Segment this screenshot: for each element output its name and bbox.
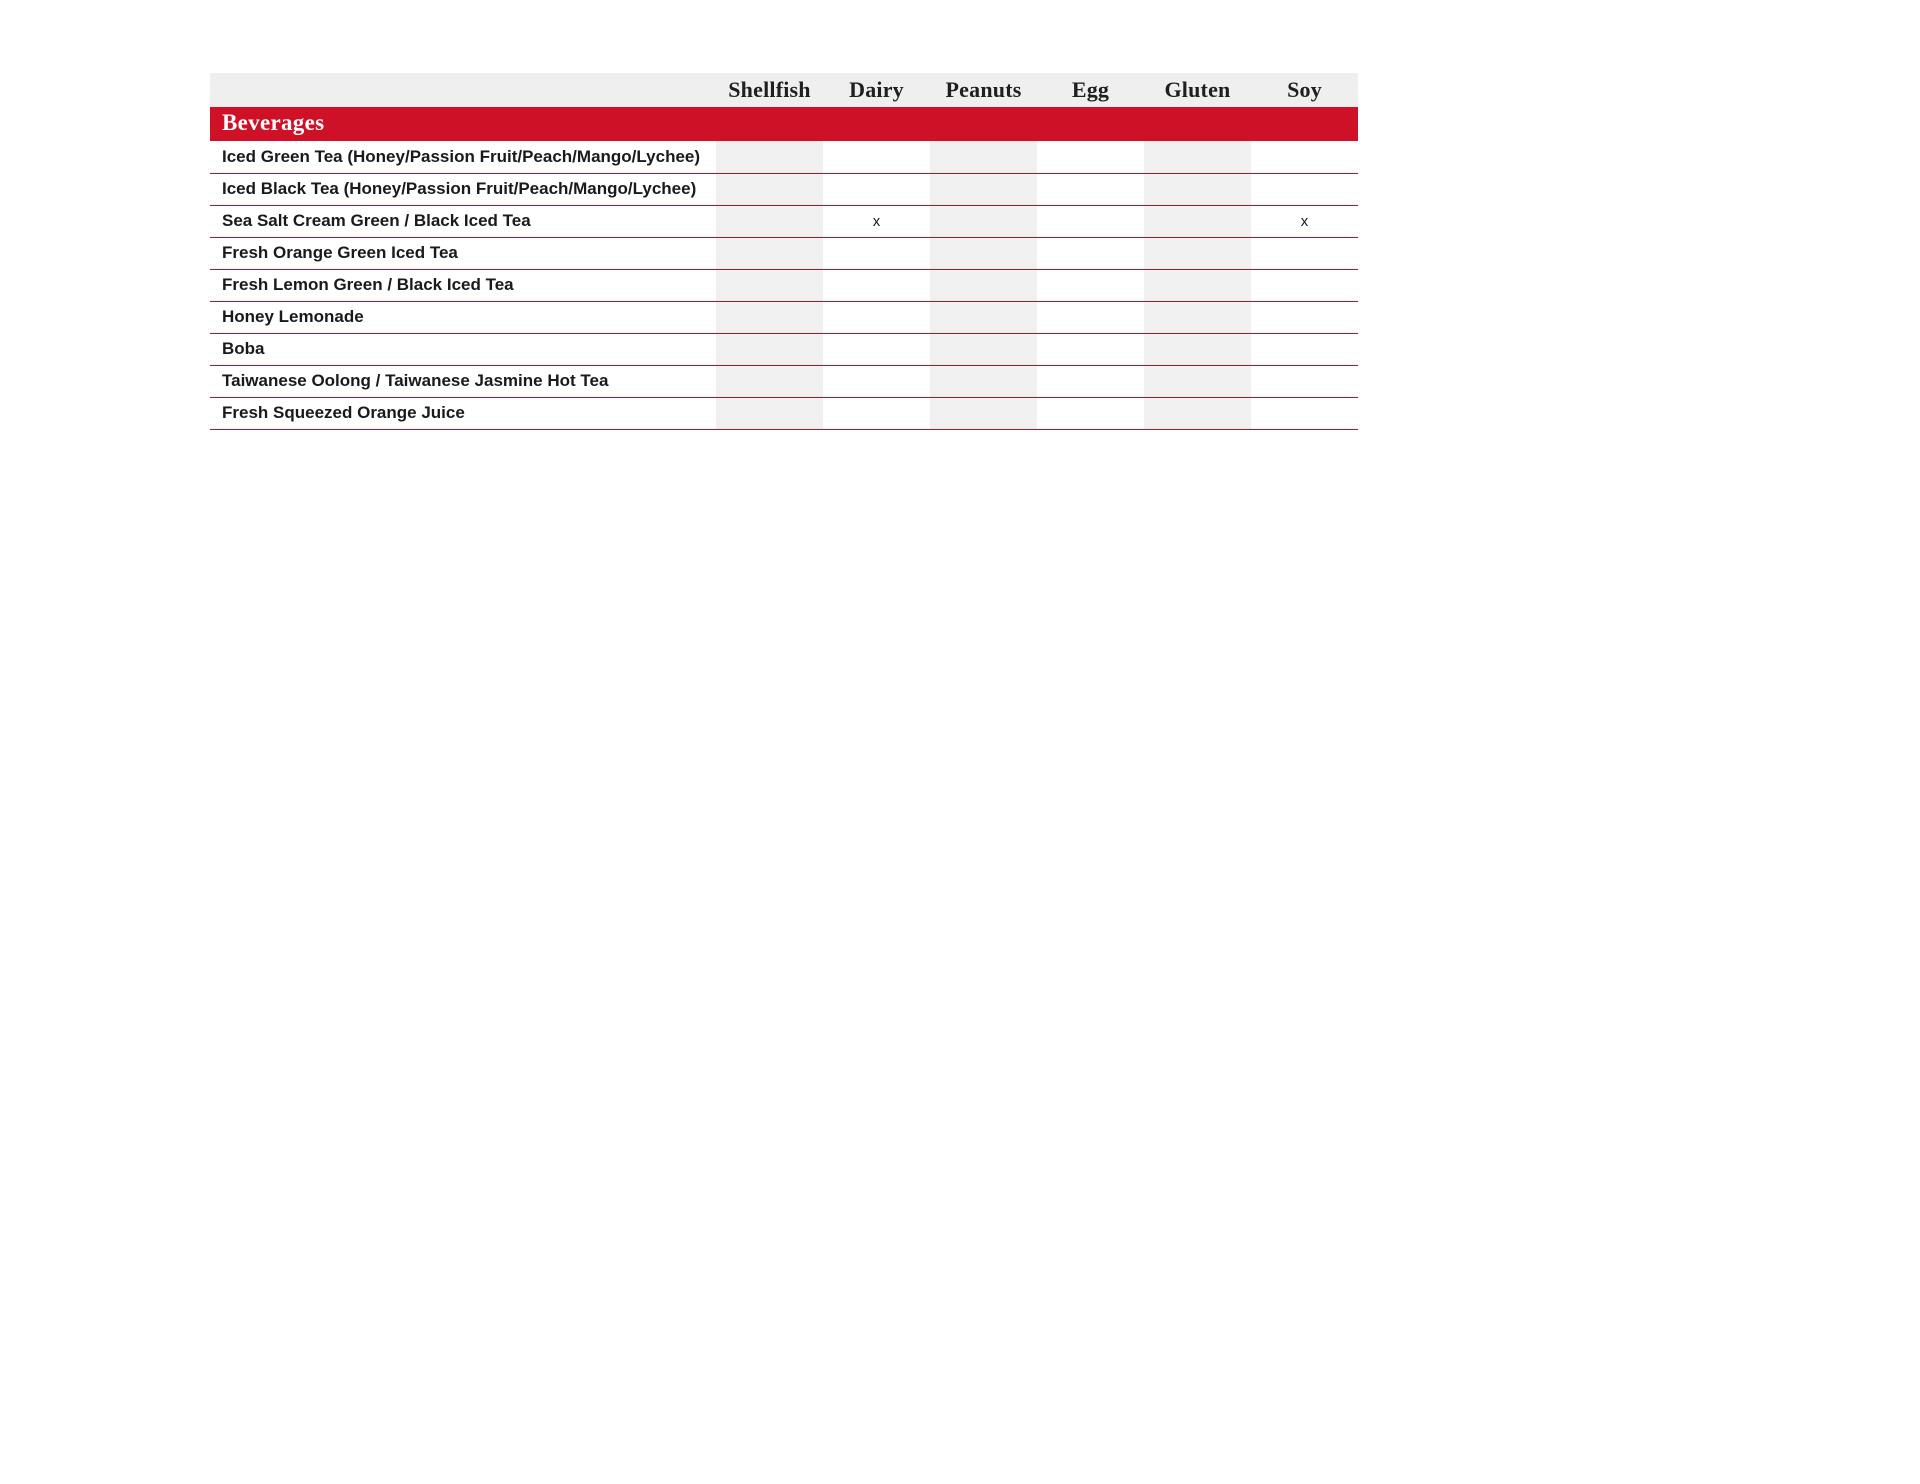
allergen-cell-gluten [1144, 237, 1251, 269]
allergen-cell-peanuts [930, 141, 1037, 173]
item-name: Iced Green Tea (Honey/Passion Fruit/Peach/Mango/Lychee) [210, 141, 716, 173]
table-row [210, 301, 1358, 333]
allergen-cell-peanuts [930, 365, 1037, 397]
allergen-cell-peanuts [930, 397, 1037, 429]
column-header-dairy: Dairy [823, 73, 930, 107]
allergen-cell-egg [1037, 333, 1144, 365]
item-name: Boba [210, 333, 716, 365]
allergen-cell-dairy [823, 173, 930, 205]
allergen-cell-soy [1251, 397, 1358, 429]
allergen-cell-egg [1037, 365, 1144, 397]
allergen-cell-shellfish [716, 365, 823, 397]
allergen-cell-egg [1037, 205, 1144, 237]
allergen-cell-dairy [823, 397, 930, 429]
table-row [210, 365, 1358, 397]
allergen-cell-egg [1037, 237, 1144, 269]
allergen-cell-dairy [823, 237, 930, 269]
allergen-cell-shellfish [716, 333, 823, 365]
allergen-cell-shellfish [716, 173, 823, 205]
table-row [210, 237, 1358, 269]
table-row [210, 173, 1358, 205]
allergen-cell-peanuts [930, 173, 1037, 205]
item-name: Iced Black Tea (Honey/Passion Fruit/Peach/Mango/Lychee) [210, 173, 716, 205]
allergen-cell-shellfish [716, 269, 823, 301]
allergen-cell-shellfish [716, 301, 823, 333]
allergen-cell-shellfish [716, 205, 823, 237]
allergen-cell-dairy [823, 269, 930, 301]
allergen-cell-soy [1251, 333, 1358, 365]
column-header-soy: Soy [1251, 73, 1358, 107]
item-name: Fresh Squeezed Orange Juice [210, 397, 716, 429]
item-name: Fresh Orange Green Iced Tea [210, 237, 716, 269]
allergen-cell-soy: x [1251, 205, 1358, 237]
allergen-cell-egg [1037, 173, 1144, 205]
allergen-table [210, 73, 1358, 430]
table-body [210, 141, 1358, 429]
allergen-cell-shellfish [716, 141, 823, 173]
allergen-cell-shellfish [716, 397, 823, 429]
allergen-cell-soy [1251, 173, 1358, 205]
table-row [210, 141, 1358, 173]
column-header-peanuts: Peanuts [930, 73, 1037, 107]
column-header-gluten: Gluten [1144, 73, 1251, 107]
item-name: Sea Salt Cream Green / Black Iced Tea [210, 205, 716, 237]
allergen-cell-peanuts [930, 301, 1037, 333]
allergen-cell-egg [1037, 141, 1144, 173]
allergen-cell-egg [1037, 301, 1144, 333]
allergen-cell-peanuts [930, 205, 1037, 237]
allergen-cell-gluten [1144, 173, 1251, 205]
table-row [210, 333, 1358, 365]
allergen-cell-dairy: x [823, 205, 930, 237]
allergen-cell-gluten [1144, 141, 1251, 173]
allergen-cell-dairy [823, 333, 930, 365]
allergen-cell-soy [1251, 365, 1358, 397]
table-row [210, 205, 1358, 237]
allergen-cell-peanuts [930, 269, 1037, 301]
allergen-cell-soy [1251, 237, 1358, 269]
allergen-cell-dairy [823, 141, 930, 173]
item-name: Honey Lemonade [210, 301, 716, 333]
allergen-cell-gluten [1144, 205, 1251, 237]
allergen-cell-egg [1037, 397, 1144, 429]
table-row [210, 269, 1358, 301]
allergen-cell-dairy [823, 301, 930, 333]
allergen-cell-egg [1037, 269, 1144, 301]
allergen-cell-gluten [1144, 397, 1251, 429]
header-row [210, 73, 1358, 107]
section-title: Beverages [210, 107, 1358, 141]
table-row [210, 397, 1358, 429]
column-header-egg: Egg [1037, 73, 1144, 107]
column-header-shellfish: Shellfish [716, 73, 823, 107]
allergen-cell-soy [1251, 141, 1358, 173]
allergen-cell-peanuts [930, 333, 1037, 365]
item-name: Fresh Lemon Green / Black Iced Tea [210, 269, 716, 301]
item-name: Taiwanese Oolong / Taiwanese Jasmine Hot Tea [210, 365, 716, 397]
allergen-cell-dairy [823, 365, 930, 397]
allergen-cell-gluten [1144, 333, 1251, 365]
allergen-cell-peanuts [930, 237, 1037, 269]
item-column-header [210, 73, 716, 107]
allergen-cell-gluten [1144, 269, 1251, 301]
allergen-cell-soy [1251, 301, 1358, 333]
allergen-cell-gluten [1144, 365, 1251, 397]
allergen-cell-shellfish [716, 237, 823, 269]
allergen-cell-soy [1251, 269, 1358, 301]
allergen-cell-gluten [1144, 301, 1251, 333]
section-row [210, 107, 1358, 141]
